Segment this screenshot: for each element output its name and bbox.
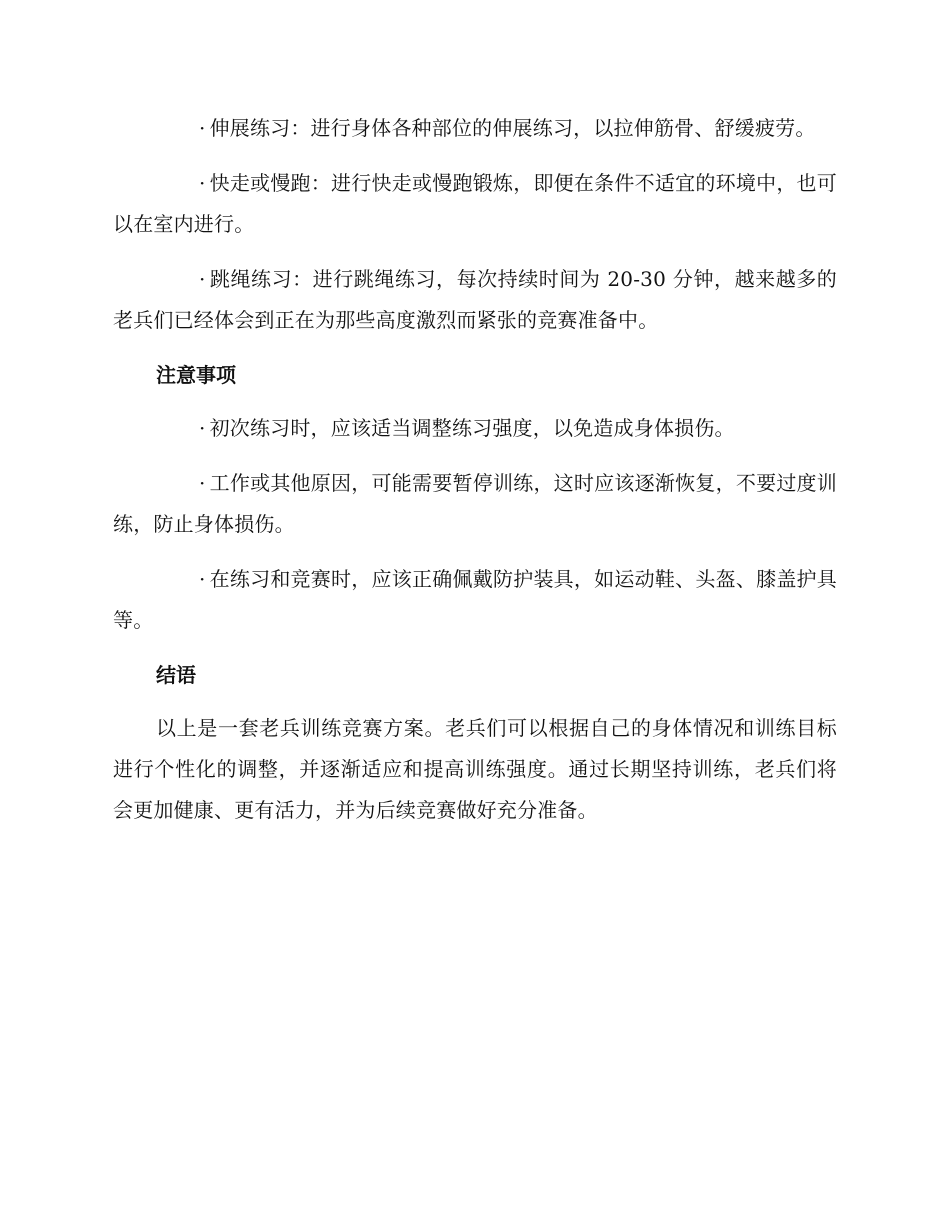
bullet-mark: · [199, 471, 206, 495]
bullet-mark: · [199, 171, 206, 195]
bullet-mark: · [199, 116, 206, 140]
note-text: 工作或其他原因，可能需要暂停训练，这时应该逐渐恢复，不要过度训练，防止身体损伤。 [113, 471, 837, 536]
bullet-mark: · [199, 267, 206, 291]
exercise-text: 快走或慢跑：进行快走或慢跑锻炼，即便在条件不适宜的环境中，也可以在室内进行。 [113, 171, 837, 236]
exercise-text: 伸展练习：进行身体各种部位的伸展练习，以拉伸筋骨、舒缓疲劳。 [209, 116, 816, 140]
exercise-text: 跳绳练习：进行跳绳练习，每次持续时间为 20-30 分钟，越来越多的老兵们已经体会到正在为那些高度激烈而紧张的竞赛准备中。 [113, 267, 837, 332]
exercise-jump-rope [113, 259, 837, 341]
exercise-stretching [113, 108, 837, 149]
conclusion-paragraph: 以上是一套老兵训练竞赛方案。老兵们可以根据自己的身体情况和训练目标进行个性化的调整，并逐渐适应和提高训练强度。通过长期坚持训练，老兵们将会更加健康、更有活力，并为后续竞赛做好充分准备。 [113, 716, 837, 822]
exercise-walking-jogging [113, 163, 837, 245]
note-text: 初次练习时，应该适当调整练习强度，以免造成身体损伤。 [209, 416, 735, 440]
note-item-intensity [113, 408, 837, 449]
bullet-mark: · [199, 416, 206, 440]
bullet-mark: · [199, 567, 206, 591]
note-item-protection [113, 559, 837, 641]
note-item-resume [113, 463, 837, 545]
note-text: 在练习和竞赛时，应该正确佩戴防护装具，如运动鞋、头盔、膝盖护具等。 [113, 567, 837, 632]
document-page [113, 108, 837, 845]
notes-heading: 注意事项 [156, 363, 236, 387]
conclusion-heading: 结语 [156, 663, 196, 687]
